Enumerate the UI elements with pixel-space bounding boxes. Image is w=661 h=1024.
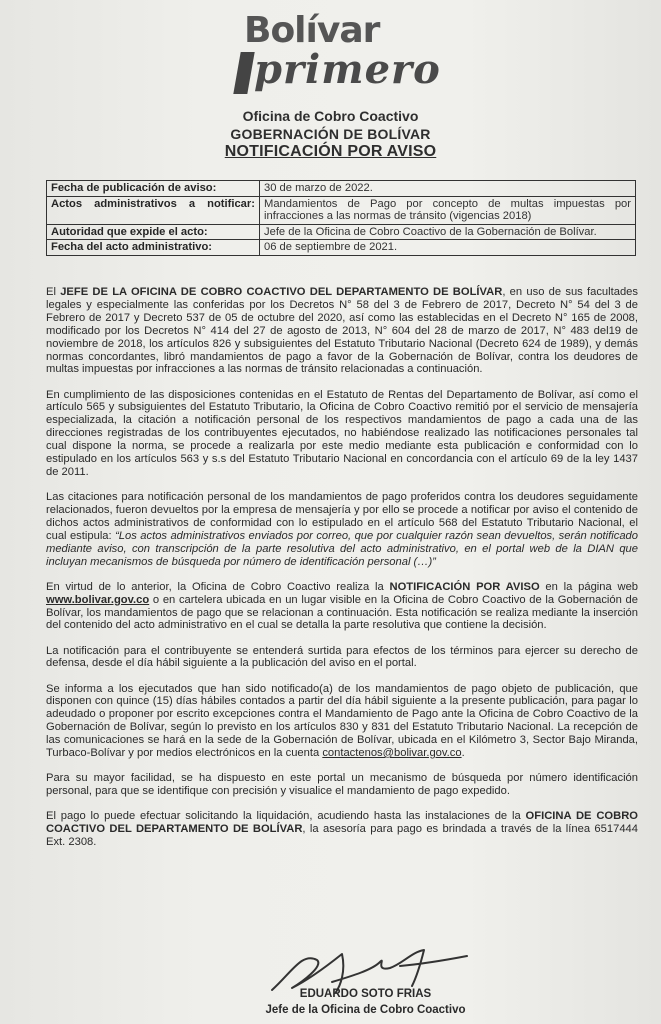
paragraph-citations bbox=[46, 491, 638, 568]
table-value: Jefe de la Oficina de Cobro Coactivo de la Gobernación de Bolívar. bbox=[260, 224, 636, 240]
table-value: 06 de septiembre de 2021. bbox=[260, 240, 636, 256]
text-run: Las citaciones para notificación personal de los mandamientos de pago proferidos contra los deudores seguidamente relacionados, fueron devueltos por la empresa de mensajería y por ello se procede a notificar por aviso el contenido de dichos actos administrativos de conformidad con lo estipulado en el artículo 568 del Estatuto Tributario Nacional, el cual estipula: bbox=[46, 491, 638, 542]
office-authority-name: JEFE DE LA OFICINA DE COBRO COACTIVO DEL DEPARTAMENTO DE BOLÍVAR bbox=[60, 286, 503, 298]
notice-type-emphasis: NOTIFICACIÓN POR AVISO bbox=[389, 580, 540, 593]
website-link[interactable]: www.bolivar.gov.co bbox=[46, 593, 150, 606]
text-run: . bbox=[461, 747, 465, 760]
signature-stroke bbox=[272, 950, 467, 992]
notice-info-table bbox=[46, 180, 636, 256]
text-run: o en cartelera ubicada en un lugar visible en la Oficina de Cobro Coactivo de la Gobernación de Bolívar, los mandamientos de pago que se relacionan a continuación. Esta notificación se realiza mediante la inserción del contenido del acto administrativo en el cual se detalla la parte resolutiva que contiene la decisión. bbox=[46, 593, 638, 632]
table-row bbox=[47, 224, 636, 240]
paragraph-payment bbox=[46, 810, 638, 849]
paragraph-deadline bbox=[46, 683, 638, 760]
paragraph-compliance: En cumplimiento de las disposiciones contenidas en el Estatuto de Rentas del Departamento de Bolívar, así como el artículo 565 y subsiguientes del Estatuto Tributario, la Oficina de Cobro Coactivo remitió por el servicio de mensajería especializada, la citación a notificación personal de los respectivos mandamientos de pago a cada una de las direcciones registradas de los contribuyentes ejecutados, no habiéndose realizado las notificaciones personales tal cual dispone la norma, se procede a realizarla por este medio mediante esta publicación e conformidad con lo estipulado en los artículos 563 y s.s del Estatuto Tributario Nacional en concordancia con el artículo 69 de la ley 1437 de 2011. bbox=[46, 388, 638, 478]
signatory-name: EDUARDO SOTO FRIAS bbox=[299, 988, 432, 1000]
logo-accent-bar bbox=[233, 52, 254, 94]
document-title: NOTIFICACIÓN POR AVISO bbox=[224, 143, 437, 160]
text-run: , en uso de sus facultades legales y especialmente las conferidas por los Decretos N° 58 del 3 de Febrero de 2017, Decreto N° 54 del 3 de Febrero de 2017 y Decreto 537 de 05 de octubre del 2020, así como las establecidas en el Decreto N° 165 de 2008, modificado por los Decretos N° 414 del 27 de agosto de 2013, N° 604 del 28 de marzo de 2017, N° 483 del19 de noviembre de 2018, los artículos 826 y subsiguientes del Estatuto Tributario Nacional (Decreto 624 de 1989), y demás normas concordantes, libró mandamientos de pago a favor de la Gobernación de Bolívar, contra los deudores de multas impuestas por infracciones a las normas de tránsito relacionadas a continuación. bbox=[46, 286, 639, 376]
paragraph-publication bbox=[46, 581, 638, 633]
table-label: Actos administrativos a notificar: bbox=[47, 196, 260, 224]
bolivar-primero-logo bbox=[232, 8, 447, 100]
table-row bbox=[47, 196, 636, 224]
text-run: Se informa a los ejecutados que han sido notificado(a) de los mandamientos de pago objeto de publicación, que disponen con quince (15) días hábiles contados a partir del día hábil siguiente a la presente publicación, para pagar lo adeudado o proponer por escrito excepciones contra el Mandamiento de Pago ante la Oficina de Cobro Coactivo de la Gobernación de Bolívar, según lo previsto en los artículos 830 y 831 del Estatuto Tributario Nacional. La recepción de las comunicaciones se hará en la sede de la Gobernación de Bolívar, ubicada en el Kilómetro 3, Sector Bajo Miranda, Turbaco-Bolívar y por medios electrónicos en la cuenta bbox=[46, 682, 638, 760]
office-name: Oficina de Cobro Coactivo bbox=[242, 108, 419, 124]
table-row bbox=[47, 181, 636, 197]
office-name-emphasis: OFICINA DE COBRO COACTIVO DEL DEPARTAMENTO DE BOLÍVAR bbox=[46, 810, 638, 836]
text-run: En virtud de lo anterior, la Oficina de Cobro Coactivo realiza la bbox=[46, 580, 390, 593]
text-run: El bbox=[46, 286, 61, 298]
table-label: Fecha del acto administrativo: bbox=[47, 240, 260, 256]
legal-quote: “Los actos administrativos enviados por correo, que por cualquier razón sean devueltos, serán notificado mediante aviso, con transcripción de la parte resolutiva del acto administrativo, en el portal web de la DIAN que incluyan mecanismos de búsqueda por número de identificación personal (…)” bbox=[46, 529, 638, 568]
table-value: 30 de marzo de 2022. bbox=[260, 181, 636, 197]
signatory-role: Jefe de la Oficina de Cobro Coactivo bbox=[265, 1004, 466, 1016]
text-run: , la asesoría para pago es brindada a través de la línea 6517444 Ext. 2308. bbox=[46, 823, 638, 848]
table-row bbox=[47, 240, 636, 256]
logo-line-2: primero bbox=[254, 46, 441, 93]
paragraph-search: Para su mayor facilidad, se ha dispuesto en este portal un mecanismo de búsqueda por número identificación personal, para que se identifique con precisión y visualice el mandamiento de pago expedido. bbox=[46, 772, 638, 798]
notice-body bbox=[46, 286, 638, 861]
table-value: Mandamientos de Pago por concepto de multas impuestas por infracciones a las normas de tránsito (vigencias 2018) bbox=[260, 196, 636, 224]
text-run: El pago lo puede efectuar solicitando la liquidación, acudiendo hasta las instalaciones de la bbox=[46, 810, 526, 823]
paragraph-legal-basis bbox=[46, 286, 638, 376]
paragraph-effective: La notificación para el contribuyente se entenderá surtida para efectos de los términos para ejercer su derecho de defensa, desde el día hábil siguiente a la publicación del aviso en el portal. bbox=[46, 644, 638, 670]
email-link[interactable]: contactenos@bolivar.gov.co bbox=[322, 747, 462, 760]
government-name: GOBERNACIÓN DE BOLÍVAR bbox=[230, 126, 431, 142]
table-label: Autoridad que expide el acto: bbox=[47, 224, 260, 240]
table-label: Fecha de publicación de aviso: bbox=[47, 181, 260, 197]
logo-line-1: Bolívar bbox=[244, 10, 380, 51]
text-run: en la página web bbox=[539, 580, 639, 593]
